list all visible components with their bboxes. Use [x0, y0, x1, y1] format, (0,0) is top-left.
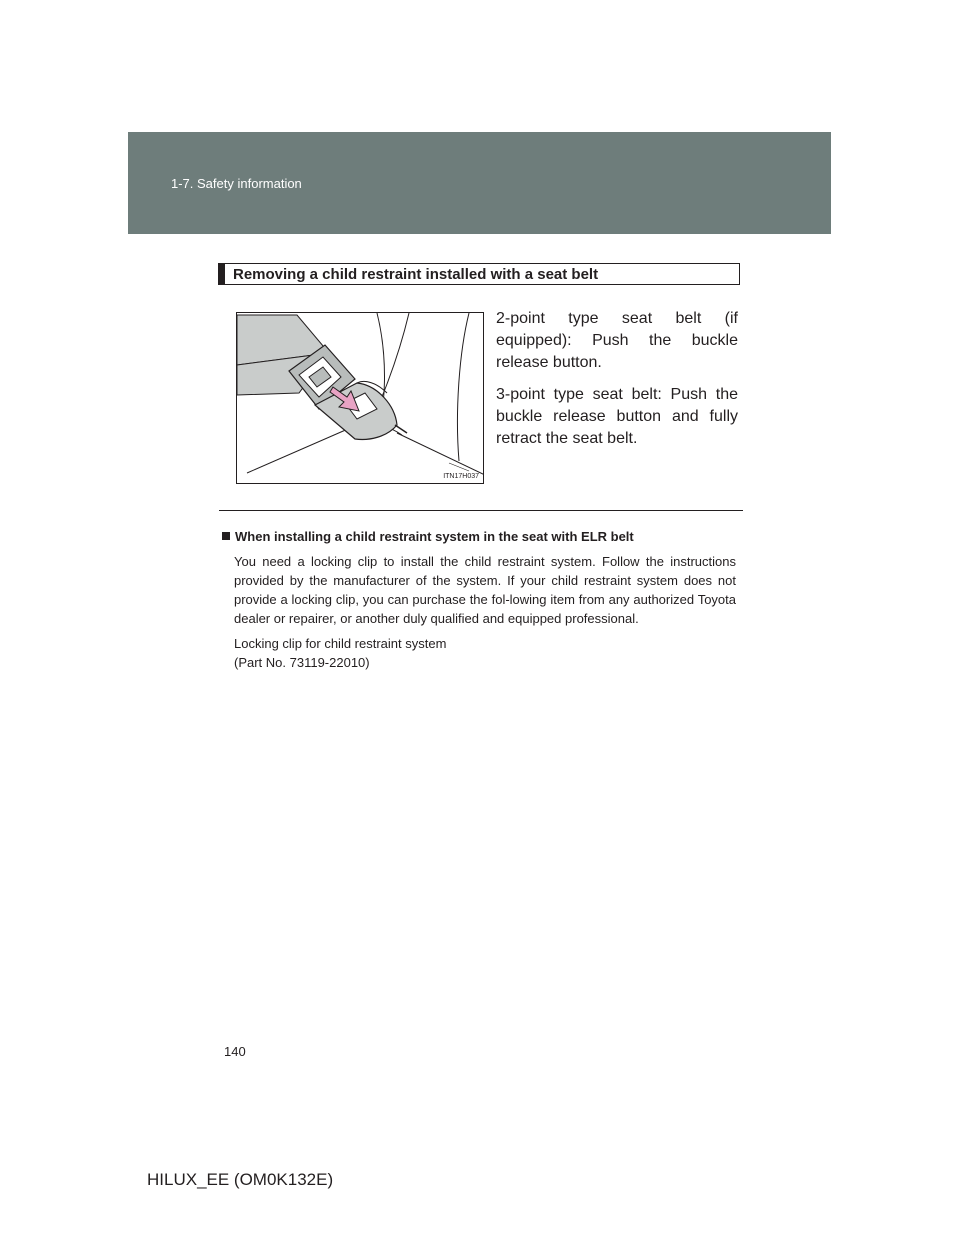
- section-heading-text: Removing a child restraint installed with a seat belt: [233, 266, 599, 283]
- part-name: Locking clip for child restraint system: [234, 636, 447, 651]
- note-title-text: When installing a child restraint system in the seat with ELR belt: [235, 529, 634, 544]
- note-title: [222, 527, 736, 546]
- document-footer: HILUX_EE (OM0K132E): [147, 1170, 334, 1189]
- instruction-2-point: 2-point type seat belt (if equipped): Push the buckle release button.: [496, 310, 738, 371]
- note-block: [222, 527, 736, 672]
- note-body: You need a locking clip to install the child restraint system. Follow the instructions provided by the manufacturer of the system. If your child restraint system does not provide a locking clip, you can purchase the fol-lowing item from any authorized Toyota dealer or repairer, or another duly qualified and equipped professional.: [234, 554, 736, 626]
- buckle-release-drawing: [237, 313, 484, 484]
- part-number: (Part No. 73119-22010): [234, 655, 370, 670]
- instruction-3-point: 3-point type seat belt: Push the buckle release button and fully retract the seat belt.: [496, 386, 738, 447]
- seat-belt-illustration: [236, 312, 484, 484]
- section-divider: [219, 510, 743, 511]
- page-number: 140: [224, 1044, 246, 1059]
- section-breadcrumb: 1-7. Safety information: [171, 176, 302, 191]
- section-heading: [218, 263, 740, 285]
- page-header: [128, 132, 831, 234]
- square-bullet-icon: [222, 532, 230, 540]
- instruction-text: [496, 308, 738, 460]
- figure-code: ITN17H037: [443, 473, 479, 480]
- heading-marker: [219, 264, 225, 284]
